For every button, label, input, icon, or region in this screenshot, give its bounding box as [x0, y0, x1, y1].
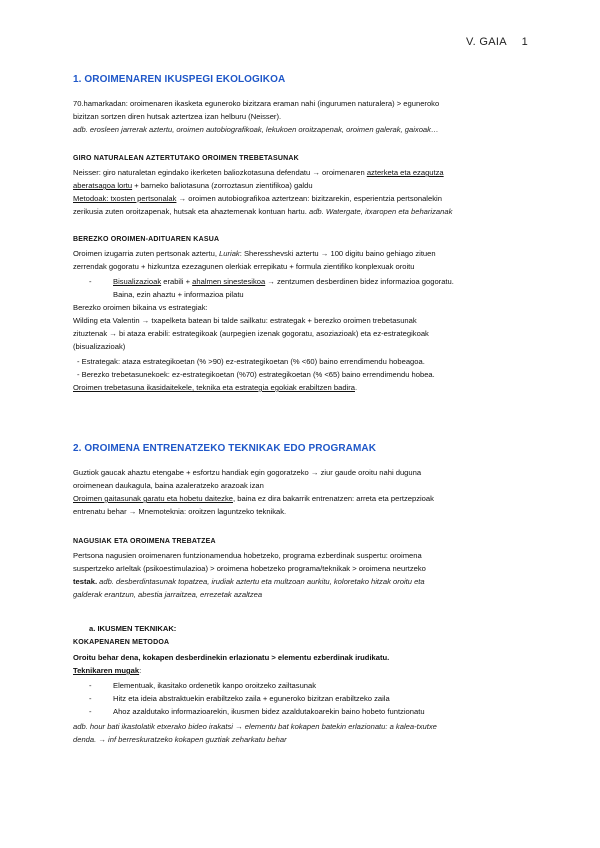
subheading-berezko: BEREZKO OROIMEN-ADITUAREN KASUA — [73, 236, 220, 243]
text-span: , baina ez dira bakarrik entrenatzen: arreta eta pertzepzioak — [233, 494, 434, 503]
text-span: Neisser: giro naturaletan egindako ikerketen baliozkotasuna defendatu → oroimenaren — [73, 168, 367, 177]
paragraph: oroimenean daukaguIa, baina azaleratzeko arazoak izan — [73, 481, 264, 490]
text-span: : Sheresshevski aztertu → 100 digitu baino gehiago zituen — [239, 249, 436, 258]
text-span: : — [139, 666, 142, 675]
paragraph — [73, 493, 528, 506]
underlined-text: ahalmen sinestesikoa — [192, 277, 266, 286]
list-line: - Berezko trebetasunekoek: ez-estrategikoetan (%70) estrategikoetan (% <65) baino errendimendu hobea. — [77, 370, 435, 379]
text-span: zerikusia zuten oroitzapenak, hutsak eta ahaztemenak kontuan hartu. — [73, 207, 309, 216]
subheading-giro: GIRO NATURALEAN AZTERTUTAKO OROIMEN TREBETASUNAK — [73, 155, 299, 162]
paragraph: zerrendak gogoratu + hizkuntza ezezagunen olerkiak errepikatu + formula zientifiko konplexuak oroitu — [73, 262, 415, 271]
bullet-dash: - — [89, 681, 92, 690]
paragraph — [73, 382, 528, 395]
bullet-dash: - — [89, 277, 92, 286]
text-span: → oroimen autobiografikoa aztertzean: bizitzarekin, esperientzia pertsonalekin — [176, 194, 442, 203]
page-number: 1 — [521, 36, 528, 48]
paragraph: Wilding eta Valentin → txapelketa batean bi talde sailkatu: estrategak + berezko oroimen trebetasunak — [73, 316, 417, 325]
underlined-text: Oroimen gaitasunak garatu eta hobetu daitezke — [73, 494, 233, 503]
page-header — [466, 36, 528, 48]
bullet-text: Elementuak, ikasitako ordenetik kanpo oroitzeko zailtasunak — [113, 681, 317, 690]
underlined-text: aberatsagoa lortu — [73, 181, 133, 190]
text-span: . — [354, 383, 358, 392]
paragraph: bizitzan sortzen diren hutsak aztertzea izan helburu (Neisser). — [73, 112, 282, 121]
list-line: - Estrategak: ataza estrategikoetan (% >90) ez-estrategikoetan (% <60) baino errendimendu hobeagoa. — [77, 357, 425, 366]
bullet-text: Ahoz azaldutako informazioarekin, ikusmen bidez azaldutakoarekin baino hobeto funtzionatu — [113, 707, 425, 716]
paragraph: entrenatu behar → Mnemoteknia: oroitzen laguntzeko teknikak. — [73, 507, 287, 516]
section-2-heading: 2. OROIMENA ENTRENATZEKO TEKNIKAK EDO PROGRAMAK — [73, 443, 377, 454]
paragraph: (bisualizazioak) — [73, 342, 126, 351]
underlined-text: azterketa eta ezagutza — [366, 168, 444, 177]
bullet-text: Baina, ezin ahaztu + informazioa pilatu — [113, 290, 244, 299]
example-line: denda. → inf berreskuratzeko kokapen guztiak zeharkatu behar — [73, 735, 287, 744]
example-text: adb. desberdintasunak topatzea, irudiak aztertu eta multzoan aurkitu, koloretako hitzak oroitu eta — [99, 577, 425, 586]
paragraph — [73, 193, 528, 206]
text-span: Oroimen izugarria zuten pertsonak aztertu, — [73, 249, 220, 258]
example-line: adb. erosleen jarrerak aztertu, oroimen autobiografikoak, lekukoen oroitzapenak, oroimen galerak, gaixoak… — [73, 125, 439, 134]
bullet-dash: - — [89, 707, 92, 716]
paragraph: zituztenak → bi ataza erabili: estrategikoak (aurpegien izenak gogoratu, asoziazioak) eta ez-estrategikoak — [73, 329, 429, 338]
paragraph: Guztiok gaucak ahaztu etengabe + esfortzu handiak egin gogoratzeko → ziur gaude oroitu nahi duguna — [73, 468, 422, 477]
underlined-text: Bisualizazioak — [113, 277, 162, 286]
paragraph: Berezko oroimen bikaina vs estrategiak: — [73, 303, 208, 312]
paragraph — [73, 167, 528, 180]
text-span: testak. — [73, 577, 100, 586]
paragraph: Pertsona nagusien oroimenaren funtzionamendua hobetzeko, programa ezberdinak suspertu: oroimena — [73, 551, 422, 560]
paragraph — [73, 180, 528, 193]
paragraph: suspertzeko arIeltak (psikoestimulazioa) > oroimena hobetzeko programa/teknikak > oroimena neurtzeko — [73, 564, 426, 573]
paragraph: 70.hamarkadan: oroimenaren ikasketa eguneroko bizitzara eraman nahi (ingurumen naturalera) > eguneroko — [73, 99, 440, 108]
text-span: + barneko baliotasuna (zorroztasun zientifikoa) galdu — [132, 181, 313, 190]
section-1-heading: 1. OROIMENAREN IKUSPEGI EKOLOGIKOA — [73, 74, 286, 85]
text-span: erabili + — [161, 277, 193, 286]
subheading-kokapena: KOKAPENAREN METODOA — [73, 639, 170, 646]
example-line: adb. hour bati ikastolatik etxerako bideo irakatsi → elementu bat kokapen batekin erlazionatu: a kalea-txutxe — [73, 722, 437, 731]
paragraph — [73, 248, 528, 261]
bullet-dash: - — [89, 694, 92, 703]
paragraph — [73, 206, 528, 219]
example-line: galderak erantzun, abestia jarraitzea, errezetak azaltzea — [73, 590, 263, 599]
example-text: adb. Watergate, itxaropen eta beharizanak — [308, 207, 453, 216]
paragraph: Oroitu behar dena, kokapen desberdinekin erlazionatu > elementu ezberdinak irudikatu. — [73, 653, 390, 662]
author-name: Luriak — [219, 249, 240, 258]
underlined-text: Teknikaren mugak — [73, 666, 140, 675]
header-title: V. GAIA — [466, 36, 507, 48]
paragraph — [73, 576, 528, 589]
underlined-text: Metodoak: txosten pertsonalak — [73, 194, 177, 203]
bullet-text — [113, 276, 528, 289]
paragraph — [73, 665, 528, 678]
subsection-a-heading: a. IKUSMEN TEKNIKAK: — [89, 624, 177, 633]
text-span: → zentzumen desberdinen bidez informazioa gogoratu. — [265, 277, 454, 286]
bullet-text: Hitz eta ideia abstraktuekin erabiltzeko zaila + eguneroko bizitzan erabiltzeko zaila — [113, 694, 390, 703]
subheading-nagusiak: NAGUSIAK ETA OROIMENA TREBATZEA — [73, 538, 216, 545]
underlined-text: Oroimen trebetasuna ikasidaitekele, teknika eta estrategia egokiak erabiltzen badira — [73, 383, 355, 392]
